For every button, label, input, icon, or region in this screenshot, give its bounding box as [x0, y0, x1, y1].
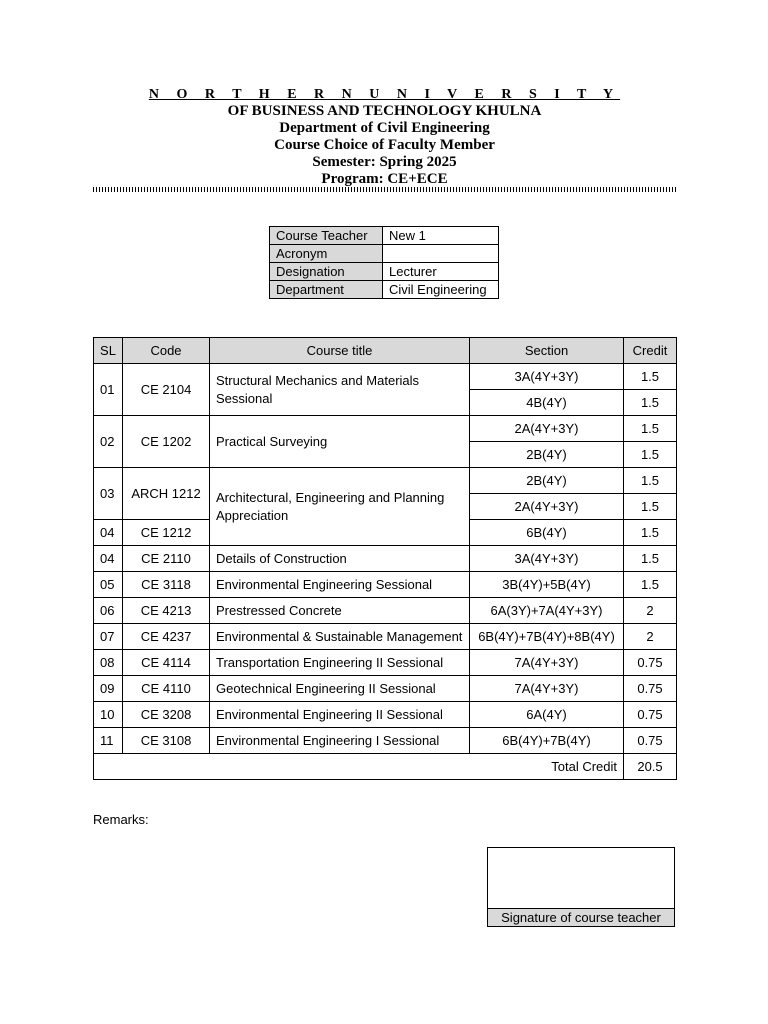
cell-title: Geotechnical Engineering II Sessional [210, 676, 470, 702]
cell-code: CE 2104 [123, 364, 210, 416]
course-teacher-value: New 1 [383, 227, 499, 245]
department-label: Department [270, 281, 383, 299]
cell-sl: 01 [94, 364, 123, 416]
cell-credit: 0.75 [624, 702, 677, 728]
cell-sl: 09 [94, 676, 123, 702]
cell-credit: 2 [624, 624, 677, 650]
cell-code: CE 1202 [123, 416, 210, 468]
cell-code: CE 3208 [123, 702, 210, 728]
document-title: Course Choice of Faculty Member [274, 137, 495, 153]
cell-credit: 2 [624, 598, 677, 624]
program: Program: CE+ECE [321, 171, 448, 187]
cell-credit: 0.75 [624, 650, 677, 676]
cell-section: 4B(4Y) [470, 390, 624, 416]
cell-sl: 03 [94, 468, 123, 520]
cell-credit: 1.5 [624, 364, 677, 390]
cell-title: Practical Surveying [210, 416, 470, 468]
cell-sl: 11 [94, 728, 123, 754]
cell-section: 6B(4Y) [470, 520, 624, 546]
cell-section: 7A(4Y+3Y) [470, 676, 624, 702]
cell-code: CE 4110 [123, 676, 210, 702]
cell-title: Details of Construction [210, 546, 470, 572]
cell-credit: 1.5 [624, 442, 677, 468]
cell-section: 7A(4Y+3Y) [470, 650, 624, 676]
cell-section: 3A(4Y+3Y) [470, 364, 624, 390]
cell-title: Architectural, Engineering and Planning Appreciation [210, 468, 470, 546]
cell-section: 6B(4Y)+7B(4Y)+8B(4Y) [470, 624, 624, 650]
cell-sl: 02 [94, 416, 123, 468]
cell-credit: 1.5 [624, 572, 677, 598]
signature-box [487, 847, 675, 927]
table-row [94, 598, 677, 624]
table-row [94, 650, 677, 676]
cell-section: 3A(4Y+3Y) [470, 546, 624, 572]
table-row [94, 572, 677, 598]
cell-credit: 1.5 [624, 416, 677, 442]
cell-title: Environmental Engineering Sessional [210, 572, 470, 598]
document-header [93, 86, 676, 188]
cell-credit: 0.75 [624, 676, 677, 702]
cell-section: 2A(4Y+3Y) [470, 416, 624, 442]
total-row [94, 754, 677, 780]
cell-section: 6B(4Y)+7B(4Y) [470, 728, 624, 754]
cell-title: Prestressed Concrete [210, 598, 470, 624]
header-code: Code [123, 338, 210, 364]
designation-label: Designation [270, 263, 383, 281]
cell-credit: 1.5 [624, 546, 677, 572]
cell-code: CE 3118 [123, 572, 210, 598]
dotted-divider [93, 187, 676, 192]
university-subtitle: OF BUSINESS AND TECHNOLOGY KHULNA [227, 103, 542, 119]
table-row [94, 546, 677, 572]
info-row-teacher [270, 227, 499, 245]
cell-title: Transportation Engineering II Sessional [210, 650, 470, 676]
cell-sl: 04 [94, 520, 123, 546]
cell-section: 2B(4Y) [470, 468, 624, 494]
header-credit: Credit [624, 338, 677, 364]
cell-credit: 0.75 [624, 728, 677, 754]
cell-title: Environmental Engineering I Sessional [210, 728, 470, 754]
cell-code: CE 4114 [123, 650, 210, 676]
table-row [94, 624, 677, 650]
cell-sl: 07 [94, 624, 123, 650]
semester: Semester: Spring 2025 [312, 154, 457, 170]
cell-code: CE 4237 [123, 624, 210, 650]
table-row [94, 468, 677, 494]
cell-credit: 1.5 [624, 494, 677, 520]
acronym-label: Acronym [270, 245, 383, 263]
info-row-acronym [270, 245, 499, 263]
cell-credit: 1.5 [624, 520, 677, 546]
cell-credit: 1.5 [624, 390, 677, 416]
cell-section: 6A(3Y)+7A(4Y+3Y) [470, 598, 624, 624]
cell-code: CE 2110 [123, 546, 210, 572]
total-credit-value: 20.5 [624, 754, 677, 780]
cell-code: CE 1212 [123, 520, 210, 546]
cell-sl: 10 [94, 702, 123, 728]
cell-code: ARCH 1212 [123, 468, 210, 520]
table-row [94, 676, 677, 702]
total-credit-label: Total Credit [94, 754, 624, 780]
cell-title: Structural Mechanics and Materials Sessional [210, 364, 470, 416]
table-row [94, 416, 677, 442]
cell-section: 3B(4Y)+5B(4Y) [470, 572, 624, 598]
info-row-designation [270, 263, 499, 281]
header-sl: SL [94, 338, 123, 364]
cell-credit: 1.5 [624, 468, 677, 494]
cell-section: 2B(4Y) [470, 442, 624, 468]
table-row [94, 364, 677, 390]
university-name: N O R T H E R N U N I V E R S I T Y [148, 87, 621, 102]
department-name: Department of Civil Engineering [279, 120, 490, 136]
course-table [93, 337, 677, 780]
course-teacher-label: Course Teacher [270, 227, 383, 245]
cell-code: CE 3108 [123, 728, 210, 754]
header-title: Course title [210, 338, 470, 364]
cell-sl: 05 [94, 572, 123, 598]
signature-label: Signature of course teacher [488, 908, 674, 926]
department-value: Civil Engineering [383, 281, 499, 299]
cell-title: Environmental & Sustainable Management [210, 624, 470, 650]
designation-value: Lecturer [383, 263, 499, 281]
teacher-info-table [269, 226, 499, 299]
course-table-header [94, 338, 677, 364]
header-section: Section [470, 338, 624, 364]
cell-section: 2A(4Y+3Y) [470, 494, 624, 520]
acronym-value [383, 245, 499, 263]
cell-sl: 04 [94, 546, 123, 572]
table-row [94, 728, 677, 754]
table-row [94, 702, 677, 728]
cell-code: CE 4213 [123, 598, 210, 624]
info-row-department [270, 281, 499, 299]
cell-section: 6A(4Y) [470, 702, 624, 728]
cell-sl: 08 [94, 650, 123, 676]
remarks-label: Remarks: [93, 812, 149, 827]
cell-title: Environmental Engineering II Sessional [210, 702, 470, 728]
cell-sl: 06 [94, 598, 123, 624]
